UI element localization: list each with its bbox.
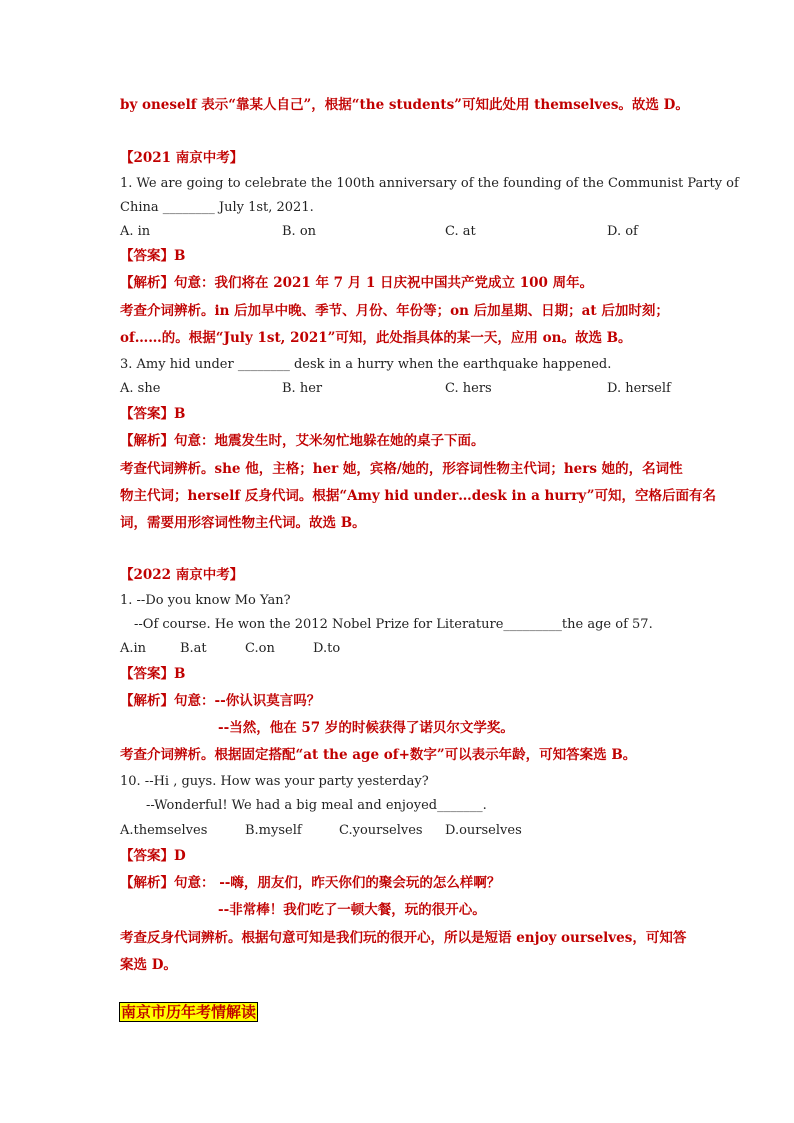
q10-answer: 【答案】D — [120, 848, 186, 864]
q1-explanation-2: 考查介词辨析。in 后加早中晚、季节、月份、年份等；on 后加星期、日期；at 后加时刻； — [120, 303, 669, 319]
q3-option-a: A. she — [120, 381, 161, 396]
q3-explanation-1: 【解析】句意：地震发生时，艾米匆忙地躲在她的桌子下面。 — [120, 433, 485, 449]
q3-option-b: B. her — [282, 381, 323, 396]
q10-text-line2: --Wonderful! We had a big meal and enjoyed_______. — [146, 798, 487, 813]
q10-option-c: C.yourselves — [339, 823, 423, 838]
section-header-2022: 【2022 南京中考】 — [120, 567, 244, 583]
q1-option-a: A. in — [120, 224, 151, 239]
q1b-explanation-1: 【解析】句意：--你认识莫言吗？ — [120, 693, 321, 709]
q3-option-c: C. hers — [445, 381, 492, 396]
q1-option-c: C. at — [445, 224, 476, 239]
q10-explanation-1: 【解析】句意： --嗨，朋友们，昨天你们的聚会玩的怎么样啊？ — [120, 875, 501, 891]
q1-text-line1: 1. We are going to celebrate the 100th anniversary of the founding of the Communist Party of — [120, 176, 739, 191]
section-title-highlight — [119, 1002, 258, 1023]
q10-explanation-3: 考查反身代词辨析。根据句意可知是我们玩的很开心，所以是短语 enjoy ourselves，可知答 — [120, 930, 687, 946]
q1b-option-c: C.on — [245, 641, 275, 656]
q1b-text-line1: 1. --Do you know Mo Yan? — [120, 593, 291, 608]
q1-option-d: D. of — [607, 224, 638, 239]
q1b-option-a: A.in — [120, 641, 147, 656]
q10-option-a: A.themselves — [120, 823, 208, 838]
q1b-option-b: B.at — [180, 641, 207, 656]
q10-option-b: B.myself — [245, 823, 302, 838]
q1b-explanation-2: --当然，他在 57 岁的时候获得了诺贝尔文学奖。 — [218, 720, 514, 736]
q1b-answer: 【答案】B — [120, 666, 186, 682]
q1b-text-line2: --Of course. He won the 2012 Nobel Prize for Literature_________the age of 57. — [134, 617, 653, 632]
q1-explanation-1: 【解析】句意：我们将在 2021 年 7 月 1 日庆祝中国共产党成立 100 周年。 — [120, 275, 594, 291]
q1-answer: 【答案】B — [120, 248, 186, 264]
q10-explanation-4: 案选 D。 — [120, 957, 177, 973]
q3-answer: 【答案】B — [120, 406, 186, 422]
line-prev-explanation: by oneself 表示“靠某人自己”，根据“the students”可知此处用 themselves。故选 D。 — [120, 97, 689, 113]
section-title: 南京市历年考情解读 — [121, 1003, 257, 1021]
q3-explanation-3: 物主代词；herself 反身代词。根据“Amy hid under…desk in a hurry”可知，空格后面有名 — [120, 488, 716, 504]
q3-option-d: D. herself — [607, 381, 671, 396]
q3-explanation-4: 词，需要用形容词性物主代词。故选 B。 — [120, 515, 366, 531]
q10-text-line1: 10. --Hi , guys. How was your party yesterday? — [120, 774, 429, 789]
q1b-explanation-3: 考查介词辨析。根据固定搭配“at the age of+数字”可以表示年龄，可知答案选 B。 — [120, 747, 637, 763]
q1-explanation-3: of……的。根据“July 1st, 2021”可知，此处指具体的某一天，应用 on。故选 B。 — [120, 330, 632, 346]
q3-explanation-2: 考查代词辨析。she 他，主格；her 她，宾格/她的，形容词性物主代词；hers 她的，名词性 — [120, 461, 683, 477]
q10-option-d: D.ourselves — [445, 823, 522, 838]
q1-text-line2: China ________ July 1st, 2021. — [120, 200, 314, 215]
q10-explanation-2: --非常棒！我们吃了一顿大餐，玩的很开心。 — [218, 902, 486, 918]
q1b-option-d: D.to — [313, 641, 341, 656]
q3-text-line1: 3. Amy hid under ________ desk in a hurry when the earthquake happened. — [120, 357, 612, 372]
q1-option-b: B. on — [282, 224, 317, 239]
section-header-2021: 【2021 南京中考】 — [120, 150, 244, 166]
